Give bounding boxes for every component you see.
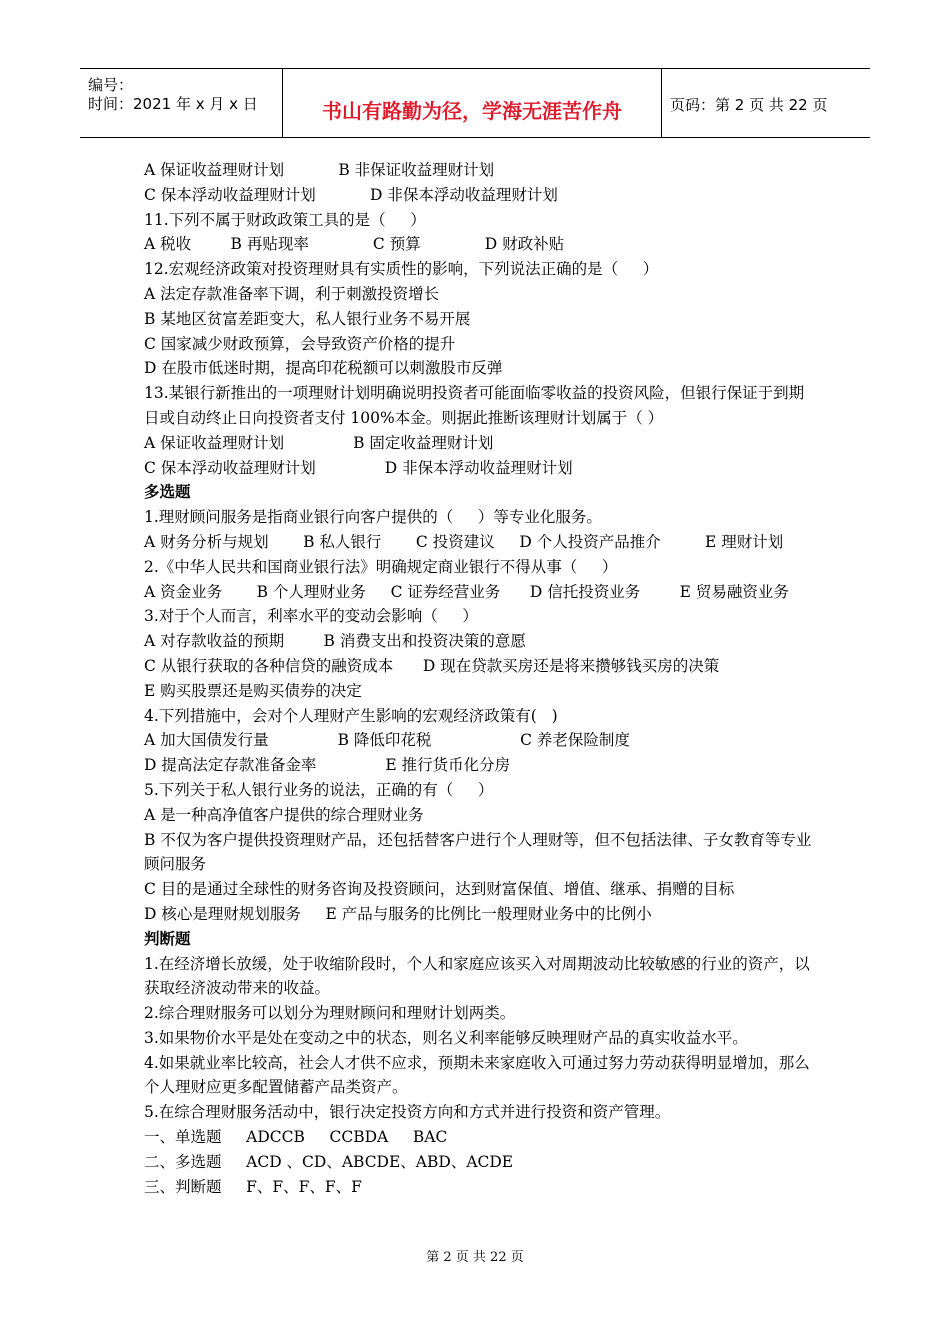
text-line: D 核心是理财规划服务 E 产品与服务的比例比一般理财业务中的比例小 [144, 904, 652, 923]
text-line: C 保本浮动收益理财计划 D 非保本浮动收益理财计划 [144, 185, 558, 204]
text-line: 3.对于个人而言，利率水平的变动会影响（ ） [144, 607, 478, 626]
text-line: 2.综合理财服务可以划分为理财顾问和理财计划两类。 [144, 1004, 516, 1023]
text-line: 4.如果就业率比较高，社会人才供不应求，预期未来家庭收入可通过努力劳动获得明显增加，那么个人理财应更多配置储蓄产品类资产。 [144, 1053, 810, 1097]
text-line: 二、多选题 ACD 、CD、ABCDE、ABD、ACDE [144, 1152, 514, 1171]
section-heading: 多选题 [144, 482, 191, 502]
text-line: 12.宏观经济政策对投资理财具有实质性的影响，下列说法正确的是（ ） [144, 260, 659, 279]
document-date-label: 时间：2021 年 x 月 x 日 [88, 95, 258, 113]
text-line: B 不仅为客户提供投资理财产品，还包括替客户进行个人理财等，但不包括法律、子女教育等专业顾问服务 [144, 830, 812, 874]
header-page-cell [662, 69, 870, 137]
text-line: A 加大国债发行量 B 降低印花税 C 养老保险制度 [144, 731, 630, 750]
text-line: E 购买股票还是购买债券的决定 [144, 681, 362, 700]
text-line: 1.在经济增长放缓，处于收缩阶段时，个人和家庭应该买入对周期波动比较敏感的行业的资产，以获取经济波动带来的收益。 [144, 954, 810, 998]
text-line: D 在股市低迷时期，提高印花税额可以刺激股市反弹 [144, 359, 503, 378]
text-line: 2.《中华人民共和国商业银行法》明确规定商业银行不得从事（ ） [144, 557, 618, 576]
header-motto: 书山有路勤为径，学海无涯苦作舟 [322, 99, 622, 123]
text-line: 1.理财顾问服务是指商业银行向客户提供的（ ）等专业化服务。 [144, 508, 602, 527]
text-line: D 提高法定存款准备金率 E 推行货币化分房 [144, 756, 511, 775]
text-line: 11.下列不属于财政政策工具的是（ ） [144, 210, 426, 229]
text-line: A 资金业务 B 个人理财业务 C 证券经营业务 D 信托投资业务 E 贸易融资业务 [144, 582, 789, 601]
text-line: C 国家减少财政预算，会导致资产价格的提升 [144, 334, 456, 353]
document-code-label: 编号： [88, 76, 134, 94]
text-line: 5.下列关于私人银行业务的说法，正确的有（ ） [144, 780, 494, 799]
header-page-number: 页码：第 2 页 共 22 页 [670, 96, 828, 114]
page-header [80, 68, 870, 138]
text-line: A 对存款收益的预期 B 消费支出和投资决策的意愿 [144, 632, 526, 651]
text-line: 13.某银行新推出的一项理财计划明确说明投资者可能面临零收益的投资风险，但银行保证于到期日或自动终止日向投资者支付 100%本金。则据此推断该理财计划属于（ ） [144, 384, 805, 427]
header-motto-cell [283, 69, 662, 137]
text-line: C 从银行获取的各种信贷的融资成本 D 现在贷款买房还是将来攒够钱买房的决策 [144, 656, 720, 675]
text-line: A 保证收益理财计划 B 非保证收益理财计划 [144, 161, 495, 179]
text-line: 5.在综合理财服务活动中，银行决定投资方向和方式并进行投资和资产管理。 [144, 1103, 671, 1122]
text-line: 一、单选题 ADCCB CCBDA BAC [144, 1128, 448, 1147]
text-line: 3.如果物价水平是处在变动之中的状态，则名义利率能够反映理财产品的真实收益水平。 [144, 1028, 748, 1047]
section-heading: 判断题 [144, 928, 191, 948]
text-line: A 税收 B 再贴现率 C 预算 D 财政补贴 [144, 235, 565, 254]
text-line: 4.下列措施中，会对个人理财产生影响的宏观经济政策有( ) [144, 706, 558, 725]
text-line: A 财务分析与规划 B 私人银行 C 投资建议 D 个人投资产品推介 E 理财计划 [144, 532, 784, 551]
page-footer: 第 2 页 共 22 页 [426, 1250, 524, 1265]
text-line: C 保本浮动收益理财计划 D 非保本浮动收益理财计划 [144, 458, 573, 477]
text-line: B 某地区贫富差距变大，私人银行业务不易开展 [144, 309, 471, 328]
text-line: A 法定存款准备率下调，利于刺激投资增长 [144, 284, 440, 303]
text-line: A 是一种高净值客户提供的综合理财业务 [144, 805, 424, 824]
text-line: A 保证收益理财计划 B 固定收益理财计划 [144, 433, 494, 452]
text-line: C 目的是通过全球性的财务咨询及投资顾问，达到财富保值、增值、继承、捐赠的目标 [144, 880, 735, 899]
header-meta-cell [80, 69, 283, 137]
text-line: 三、判断题 F、F、F、F、F [144, 1177, 362, 1196]
document-body [144, 158, 812, 1199]
